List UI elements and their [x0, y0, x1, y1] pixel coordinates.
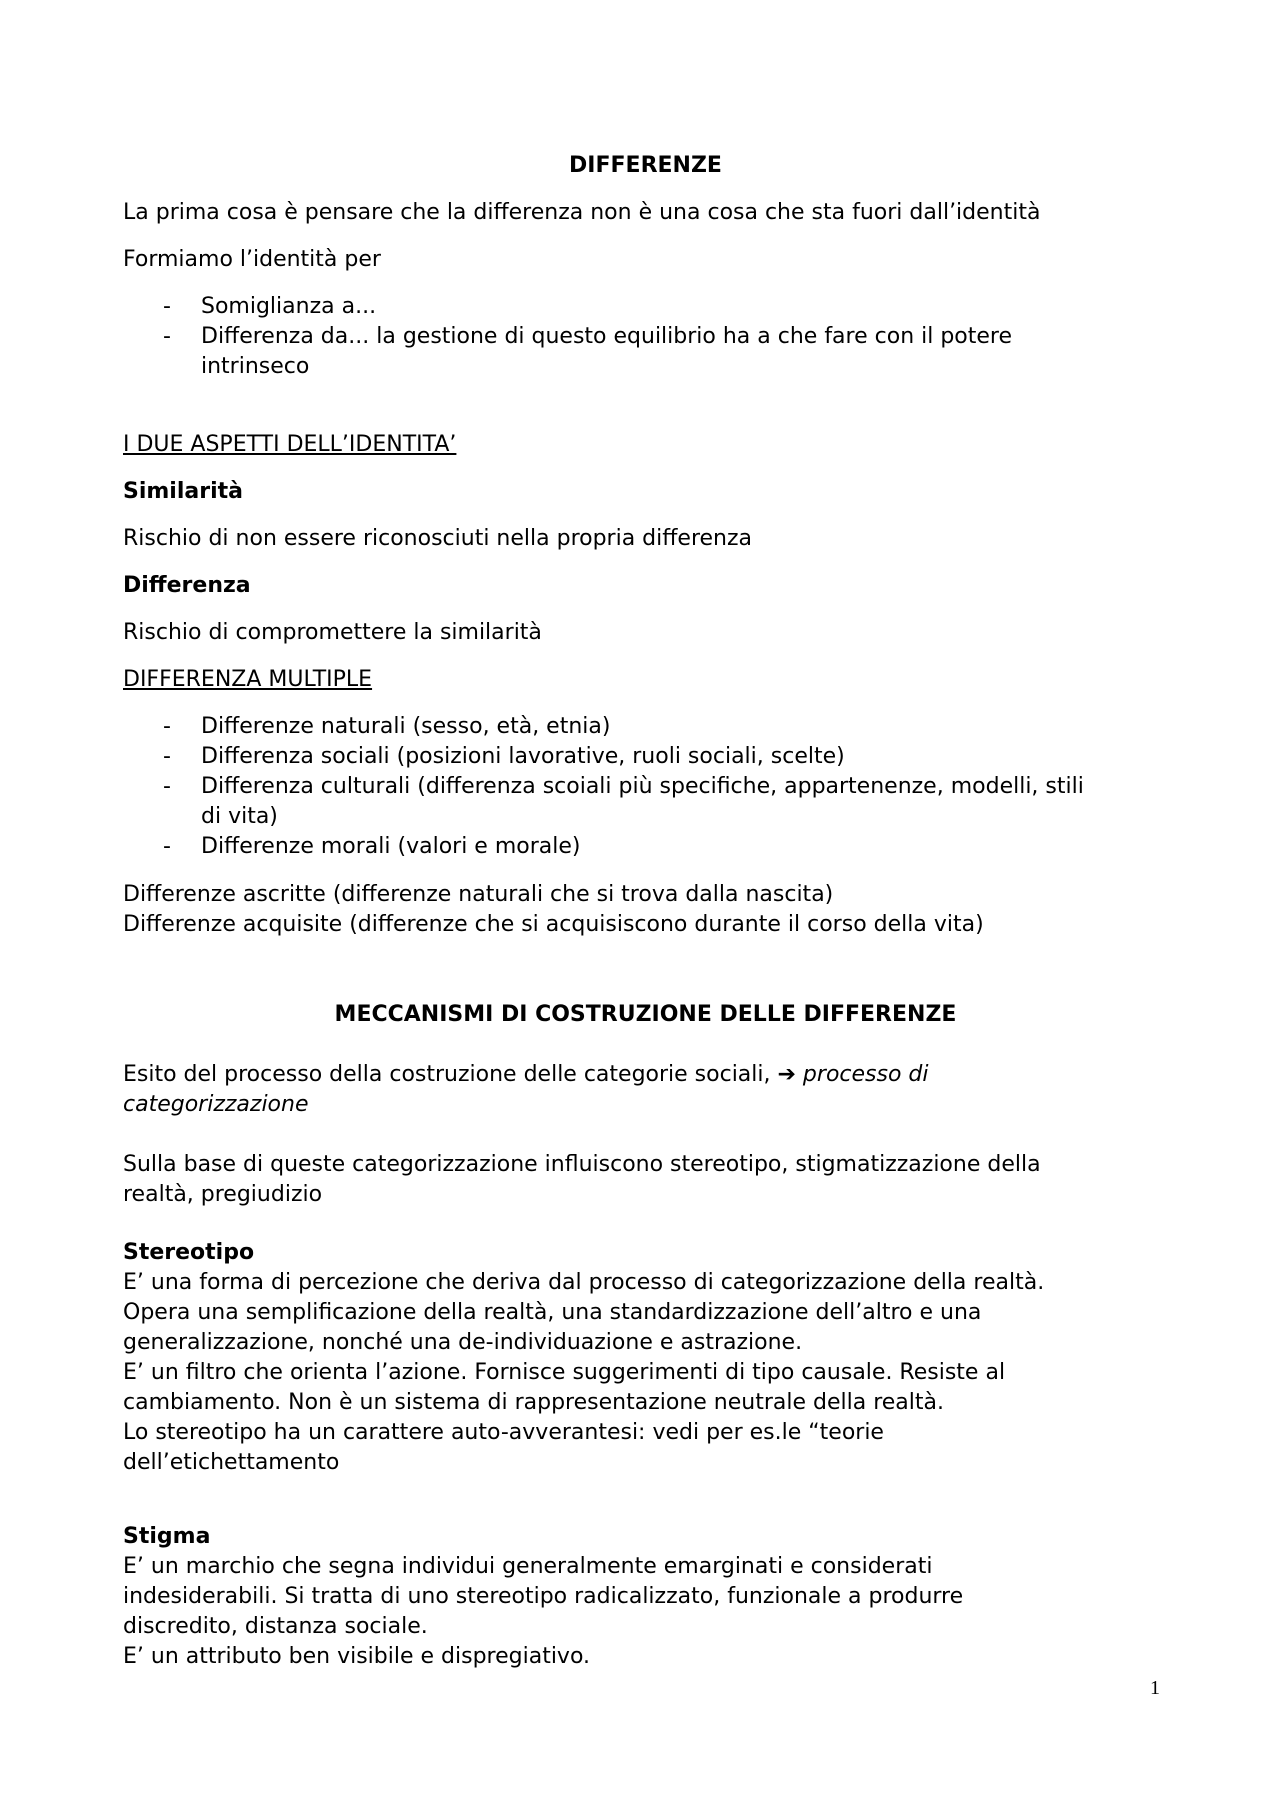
intro-line-1: La prima cosa è pensare che la differenza non è una cosa che sta fuori dall’identità	[123, 200, 1041, 225]
mechanisms-paragraph-1	[123, 1060, 1168, 1120]
stigma-title: Stigma	[123, 1524, 211, 1549]
list-item-continuation: intrinseco	[201, 354, 310, 379]
list-item-continuation: di vita)	[201, 804, 278, 829]
arrow-icon: ➔	[777, 1062, 796, 1087]
list-item: Differenza da... la gestione di questo equilibrio ha a che fare con il potere	[201, 324, 1013, 349]
list-item: Differenze naturali (sesso, età, etnia)	[201, 714, 611, 739]
list-bullet: -	[163, 744, 171, 769]
stigma-line: discredito, distanza sociale.	[123, 1614, 428, 1639]
list-item: Differenza culturali (differenza scoiali più specifiche, appartenenze, modelli, stili	[201, 774, 1084, 799]
ascribed-differences: Differenze ascritte (differenze naturali che si trova dalla nascita)	[123, 882, 834, 907]
stereotype-line: Lo stereotipo ha un carattere auto-avverantesi: vedi per es.le “teorie	[123, 1420, 884, 1445]
stereotype-line: Opera una semplificazione della realtà, una standardizzazione dell’altro e una	[123, 1300, 982, 1325]
stereotype-line: cambiamento. Non è un sistema di rappresentazione neutrale della realtà.	[123, 1390, 944, 1415]
stereotype-line: E’ un filtro che orienta l’azione. Fornisce suggerimenti di tipo causale. Resiste al	[123, 1360, 1006, 1385]
stigma-line: E’ un attributo ben visibile e dispregiativo.	[123, 1644, 591, 1669]
stereotype-paragraph	[123, 1268, 1168, 1478]
mechanisms-p1-text: Esito del processo della costruzione delle categorie sociali,	[123, 1062, 778, 1087]
list-bullet: -	[163, 324, 171, 349]
mechanisms-p2-line1: Sulla base di queste categorizzazione influiscono stereotipo, stigmatizzazione della	[123, 1152, 1041, 1177]
list-item: Differenze morali (valori e morale)	[201, 834, 581, 859]
stereotype-line: E’ una forma di percezione che deriva dal processo di categorizzazione della realtà.	[123, 1270, 1045, 1295]
stereotype-line: dell’etichettamento	[123, 1450, 340, 1475]
mechanisms-p1-italic: processo di	[795, 1062, 929, 1087]
stigma-paragraph	[123, 1552, 1168, 1672]
multiple-heading: DIFFERENZA MULTIPLE	[123, 667, 373, 692]
list-bullet: -	[163, 774, 171, 799]
list-item: Somiglianza a...	[201, 294, 377, 319]
stereotype-title: Stereotipo	[123, 1240, 255, 1265]
mechanisms-p2-line2: realtà, pregiudizio	[123, 1182, 323, 1207]
acquired-differences: Differenze acquisite (differenze che si acquisiscono durante il corso della vita)	[123, 912, 984, 937]
intro-line-2: Formiamo l’identità per	[123, 247, 381, 272]
difference-title: Differenza	[123, 573, 251, 598]
page-title: DIFFERENZE	[569, 153, 722, 178]
mechanisms-p1-italic-cont: categorizzazione	[123, 1092, 309, 1117]
stigma-line: indesiderabili. Si tratta di uno stereotipo radicalizzato, funzionale a produrre	[123, 1584, 964, 1609]
list-bullet: -	[163, 294, 171, 319]
list-bullet: -	[163, 714, 171, 739]
similarity-title: Similarità	[123, 479, 243, 504]
aspects-heading: I DUE ASPETTI DELL’IDENTITA’	[123, 432, 457, 457]
stereotype-line: generalizzazione, nonché una de-individuazione e astrazione.	[123, 1330, 803, 1355]
mechanisms-paragraph-2	[123, 1150, 1168, 1210]
page-number: 1	[1150, 1677, 1160, 1699]
stigma-line: E’ un marchio che segna individui generalmente emarginati e considerati	[123, 1554, 933, 1579]
difference-text: Rischio di compromettere la similarità	[123, 620, 542, 645]
list-item: Differenza sociali (posizioni lavorative, ruoli sociali, scelte)	[201, 744, 845, 769]
list-bullet: -	[163, 834, 171, 859]
section-title-mechanisms: MECCANISMI DI COSTRUZIONE DELLE DIFFERENZE	[334, 1002, 957, 1027]
similarity-text: Rischio di non essere riconosciuti nella propria differenza	[123, 526, 753, 551]
